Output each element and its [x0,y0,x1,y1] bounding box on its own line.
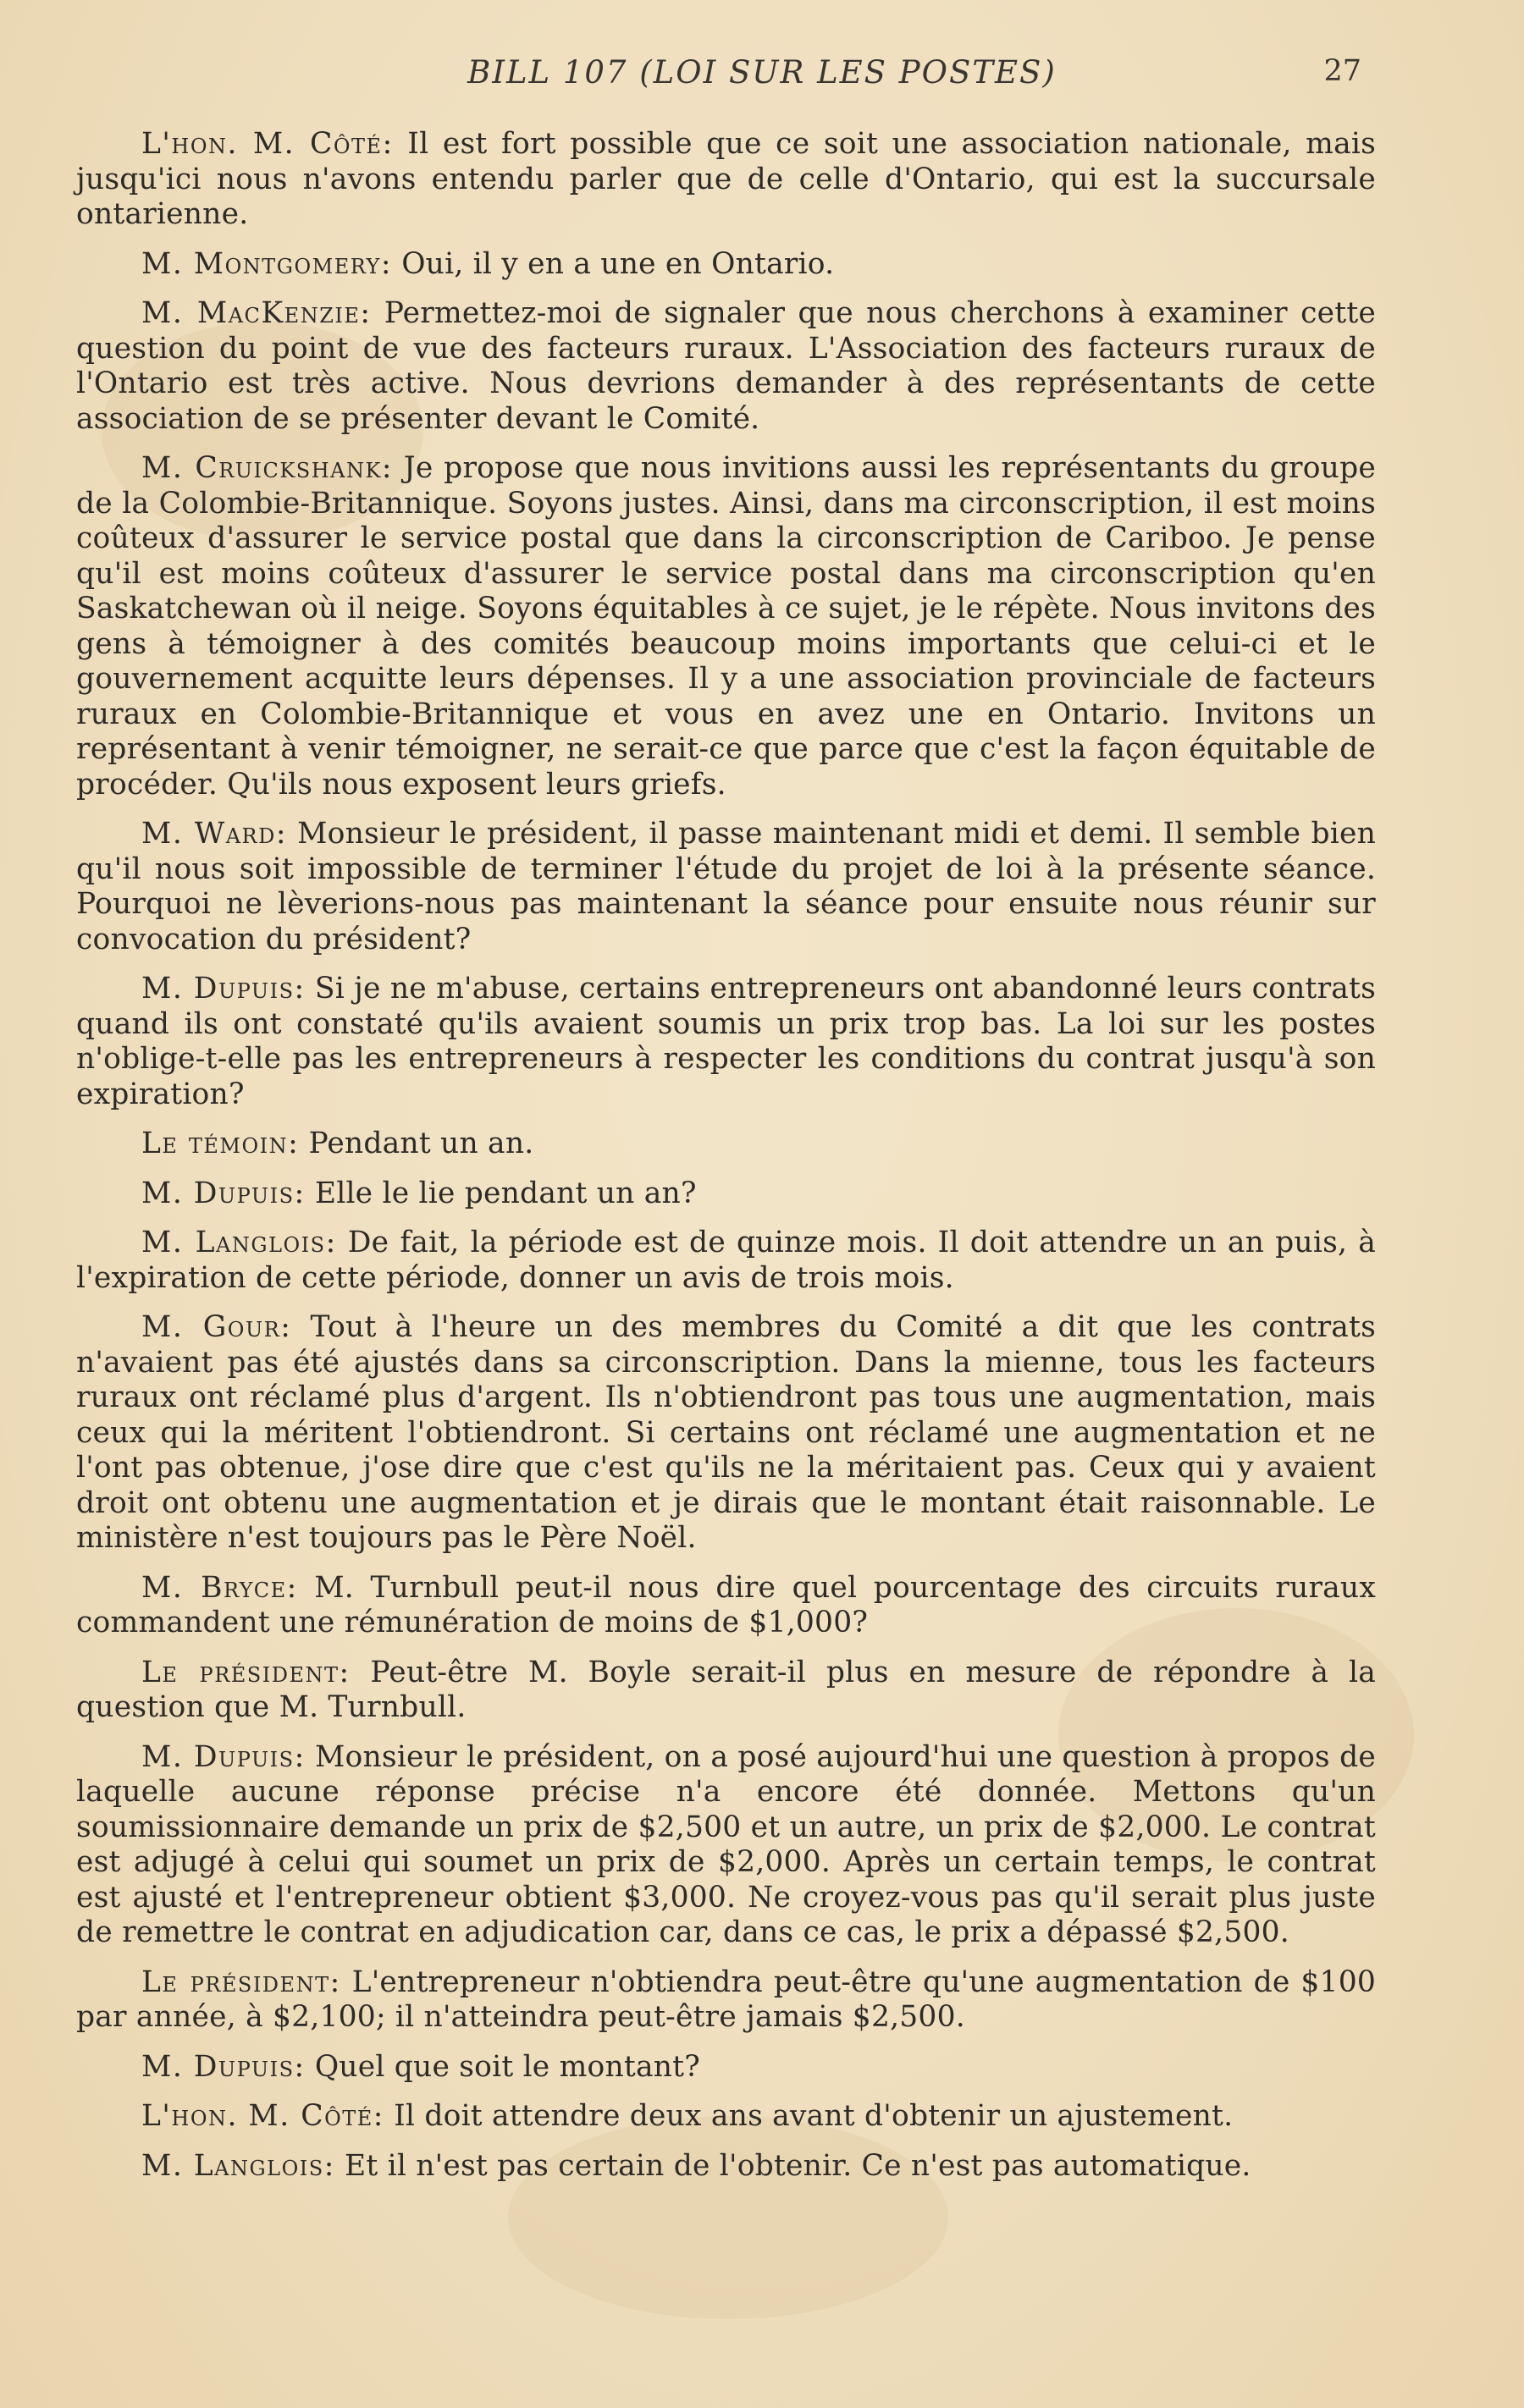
speaker-name: M. Dupuis: [141,1739,306,1774]
paragraph-text: Monsieur le président, on a posé aujourd'hui une question à propos de laquelle aucune réponse précise n'a encore été donnée. Mettons qu'un soumissionnaire demande un prix de $2,500 et un autre, un prix de $2,000. Le contrat est adjugé à celui qui soumet un prix de $2,000. Après un certain temps, le contrat est ajusté et l'entrepreneur obtient $3,000. Ne croyez-vous pas qu'il serait plus juste de remettre le contrat en adjudication car, dans ce cas, le prix a dépassé $2,500. [76,1739,1376,1949]
transcript-paragraph [76,2149,1376,2185]
transcript-paragraph [76,1965,1376,2036]
transcript-paragraph [76,1310,1376,1557]
speaker-name: M. Langlois: [141,2148,335,2183]
paragraph-text: De fait, la période est de quinze mois. Il doit attendre un an puis, à l'expiration de cette période, donner un avis de trois mois. [76,1226,1376,1295]
paragraph-text: L'entrepreneur n'obtiendra peut-être qu'une augmentation de $100 par année, à $2,100; il n'atteindra peut-être jamais $2,500. [76,1964,1377,2034]
transcript-paragraph [76,1740,1376,1951]
paragraph-text: Il doit attendre deux ans avant d'obtenir un ajustement. [394,2099,1234,2133]
transcript-paragraph [76,2099,1376,2135]
paragraph-text: M. Turnbull peut-il nous dire quel pourcentage des circuits ruraux commandent une rémunération de moins de $1,000? [76,1570,1377,1639]
speaker-name: M. Ward: [141,817,287,851]
speaker-name: L'hon. M. Côté: [141,2099,384,2133]
transcript-paragraph [76,451,1376,802]
speaker-name: M. Dupuis: [141,2049,306,2084]
speaker-name: M. Langlois: [141,1226,337,1259]
speaker-name: Le témoin: [141,1127,300,1160]
paragraph-text: Quel que soit le montant? [314,2049,700,2084]
transcript-paragraph [76,817,1376,957]
transcript-paragraph [76,296,1376,437]
speaker-name: M. MacKenzie: [141,296,372,330]
paragraph-text: Je propose que nous invitions aussi les représentants du groupe de la Colombie-Britannique. Soyons justes. Ainsi, dans ma circonscription, il est moins coûteux d'assurer le service postal que dans la circonscription de Cariboo. Je pense qu'il est moins coûteux d'assurer le service postal dans ma circonscription qu'en Saskatchewan où il neige. Soyons équitables à ce sujet, je le répète. Nous invitons des gens à témoigner à des comités beaucoup moins importants que celui-ci et le gouvernement acquitte leurs dépenses. Il y a une association provinciale de facteurs ruraux en Colombie-Britannique et vous en avez une en Ontario. Invitons un représentant à venir témoigner, ne serait-ce que parce que c'est la façon équitable de procéder. Qu'ils nous exposent leurs griefs. [76,451,1377,802]
running-header: BILL 107 (LOI SUR LES POSTES) [467,54,1057,91]
speaker-name: Le président: [141,1655,351,1689]
speaker-name: M. Cruickshank: [141,451,394,485]
speaker-name: M. Bryce: [141,1570,298,1605]
transcript-paragraph [76,972,1376,1112]
paragraph-text: Si je ne m'abuse, certains entrepreneurs ont abandonné leurs contrats quand ils ont constaté qu'ils avaient soumis un prix trop bas. La loi sur les postes n'oblige-t-elle pas les entrepreneurs à respecter les conditions du contrat jusqu'à son expiration? [76,972,1376,1111]
paragraph-text: Pendant un an. [308,1127,534,1160]
speaker-name: M. Montgomery: [141,246,393,281]
paragraph-text: Elle le lie pendant un an? [314,1176,697,1210]
transcript-paragraph [76,247,1376,283]
paragraph-text: Oui, il y en a une en Ontario. [401,246,835,281]
transcript-paragraph [76,1176,1376,1212]
transcript-paragraph [76,1571,1376,1641]
transcript-paragraph [76,2050,1376,2086]
transcript-paragraph [76,127,1376,233]
speaker-name: M. Gour: [141,1310,292,1344]
transcript-paragraph [76,1127,1376,1162]
paragraph-text: Permettez-moi de signaler que nous cherchons à examiner cette question du point de vue des facteurs ruraux. L'Association des facteurs ruraux de l'Ontario est très active. Nous devrions demander à des représentants de cette association de se présenter devant le Comité. [76,296,1377,436]
speaker-name: M. Dupuis: [141,1176,306,1210]
transcript-paragraph [76,1226,1376,1296]
paragraph-text: Et il n'est pas certain de l'obtenir. Ce n'est pas automatique. [345,2148,1251,2183]
page-number: 27 [1323,54,1361,88]
paragraph-text: Peut-être M. Boyle serait-il plus en mesure de répondre à la question que M. Turnbull. [76,1655,1377,1724]
paragraph-text: Tout à l'heure un des membres du Comité a dit que les contrats n'avaient pas été ajustés dans sa circonscription. Dans la mienne, tous les facteurs ruraux ont réclamé plus d'argent. Ils n'obtiendront pas tous une augmentation, mais ceux qui la méritent l'obtiendront. Si certains ont réclamé une augmentation et ne l'ont pas obtenue, j'ose dire que c'est qu'ils ne la méritaient pas. Ceux qui y avaient droit ont obtenu une augmentation et je dirais que le montant était raisonnable. Le ministère n'est toujours pas le Père Noël. [76,1310,1376,1555]
transcript-body [76,127,1376,2198]
speaker-name: L'hon. M. Côté: [141,127,394,161]
transcript-paragraph [76,1656,1376,1726]
speaker-name: Le président: [141,1964,341,1999]
speaker-name: M. Dupuis: [141,972,306,1006]
paragraph-text: Monsieur le président, il passe maintenant midi et demi. Il semble bien qu'il nous soit impossible de terminer l'étude du projet de loi à la présente séance. Pourquoi ne lèverions-nous pas maintenant la séance pour ensuite nous réunir sur convocation du président? [76,817,1377,956]
paragraph-text: Il est fort possible que ce soit une association nationale, mais jusqu'ici nous n'avons entendu parler que de celle d'Ontario, qui est la succursale ontarienne. [76,127,1377,231]
